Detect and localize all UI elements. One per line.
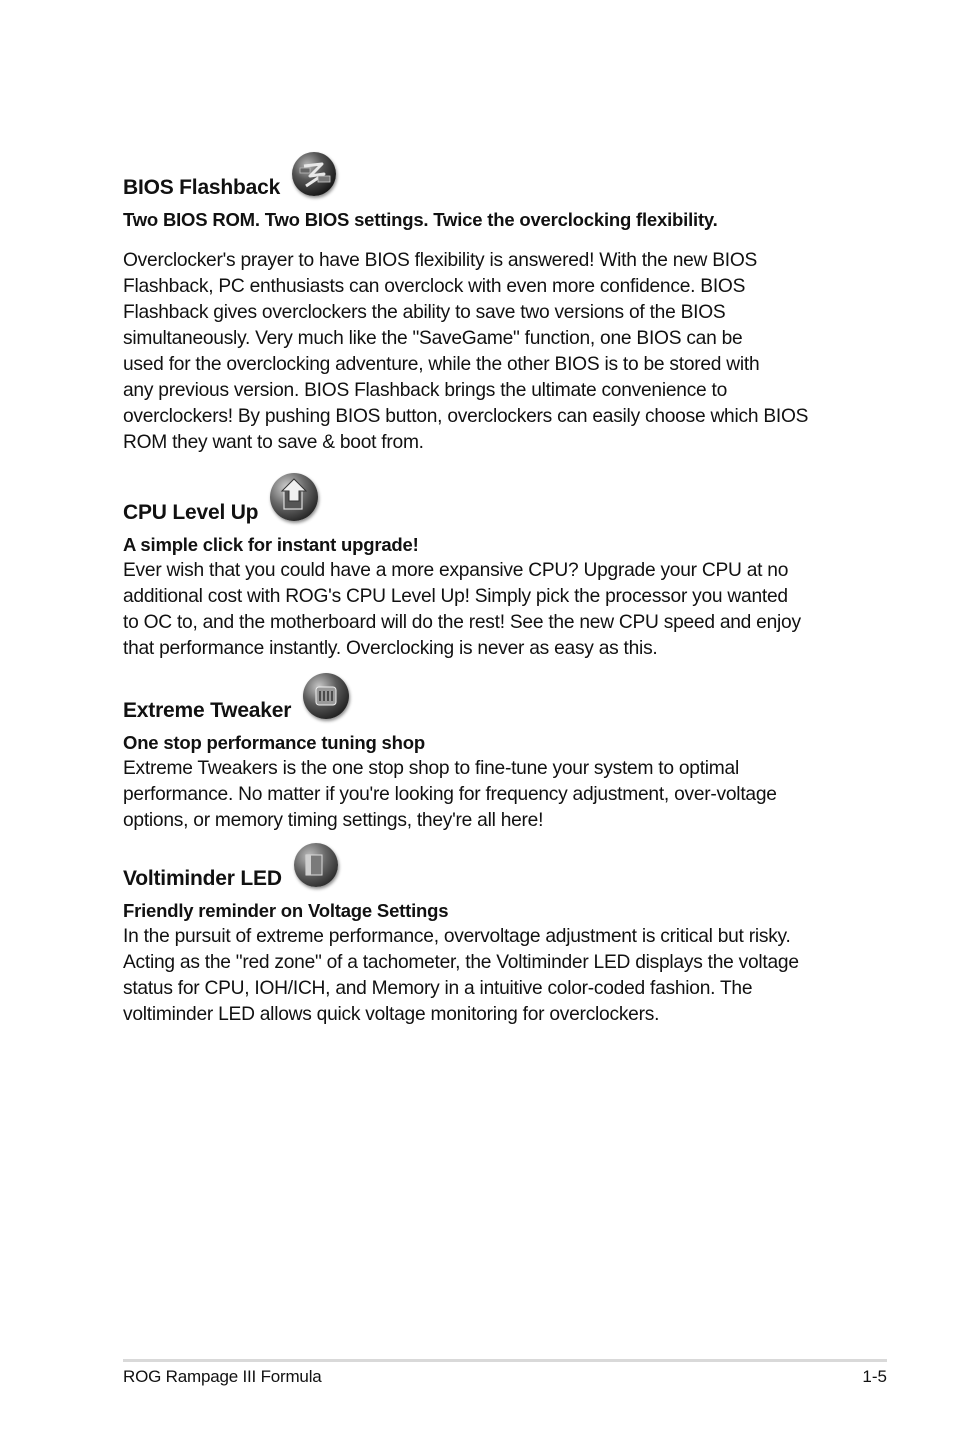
body-line: overclockers! By pushing BIOS button, overclockers can easily choose which BIOS (123, 406, 809, 427)
body-line: ROM they want to save & boot from. (123, 432, 424, 453)
body-line: status for CPU, IOH/ICH, and Memory in a intuitive color-coded fashion. The (123, 978, 753, 999)
cpu-level-up-icon (270, 473, 318, 521)
bios-flashback-icon (292, 152, 336, 196)
body-line: Ever wish that you could have a more expansive CPU? Upgrade your CPU at no (123, 560, 789, 581)
body-line: used for the overclocking adventure, while the other BIOS is to be stored with (123, 354, 760, 375)
body-line: options, or memory timing settings, they're all here! (123, 810, 544, 831)
section-body (123, 756, 843, 834)
body-line: simultaneously. Very much like the "SaveGame" function, one BIOS can be (123, 328, 743, 349)
body-line: that performance instantly. Overclocking is never as easy as this. (123, 638, 658, 659)
heading-row (123, 841, 843, 891)
section-title: Extreme Tweaker (123, 699, 292, 722)
body-line: Acting as the "red zone" of a tachometer, the Voltiminder LED displays the voltage (123, 952, 799, 973)
body-line: to OC to, and the motherboard will do the rest! See the new CPU speed and enjoy (123, 612, 801, 633)
heading-row (123, 475, 843, 525)
heading-row (123, 673, 843, 723)
body-line: In the pursuit of extreme performance, overvoltage adjustment is critical but risky. (123, 926, 791, 947)
extreme-tweaker-icon (303, 673, 349, 719)
footer-product-name: ROG Rampage III Formula (123, 1367, 322, 1386)
section-cpu-level-up (123, 475, 843, 662)
footer-page-number: 1-5 (862, 1367, 887, 1386)
footer-divider (123, 1359, 887, 1362)
section-tagline: Friendly reminder on Voltage Settings (123, 900, 449, 921)
section-body (123, 558, 843, 662)
section-body (123, 924, 843, 1028)
body-line: Extreme Tweakers is the one stop shop to fine-tune your system to optimal (123, 758, 739, 779)
body-line: any previous version. BIOS Flashback brings the ultimate convenience to (123, 380, 728, 401)
section-tagline: A simple click for instant upgrade! (123, 534, 419, 555)
section-extreme-tweaker (123, 673, 843, 834)
body-line: Flashback gives overclockers the ability to save two versions of the BIOS (123, 302, 726, 323)
section-tagline: One stop performance tuning shop (123, 732, 425, 753)
section-voltiminder-led (123, 841, 843, 1028)
voltiminder-led-icon (294, 843, 338, 887)
section-title: BIOS Flashback (123, 176, 281, 199)
body-line: Overclocker's prayer to have BIOS flexibility is answered! With the new BIOS (123, 250, 758, 271)
section-bios-flashback (123, 150, 843, 456)
body-line: performance. No matter if you're looking for frequency adjustment, over-voltage (123, 784, 777, 805)
section-title: Voltiminder LED (123, 867, 282, 890)
body-line: additional cost with ROG's CPU Level Up! Simply pick the processor you wanted (123, 586, 788, 607)
section-tagline: Two BIOS ROM. Two BIOS settings. Twice the overclocking flexibility. (123, 209, 718, 230)
body-line: Flashback, PC enthusiasts can overclock with even more confidence. BIOS (123, 276, 746, 297)
section-title: CPU Level Up (123, 501, 259, 524)
section-body (123, 248, 843, 456)
body-line: voltiminder LED allows quick voltage monitoring for overclockers. (123, 1004, 660, 1025)
heading-row (123, 150, 843, 200)
